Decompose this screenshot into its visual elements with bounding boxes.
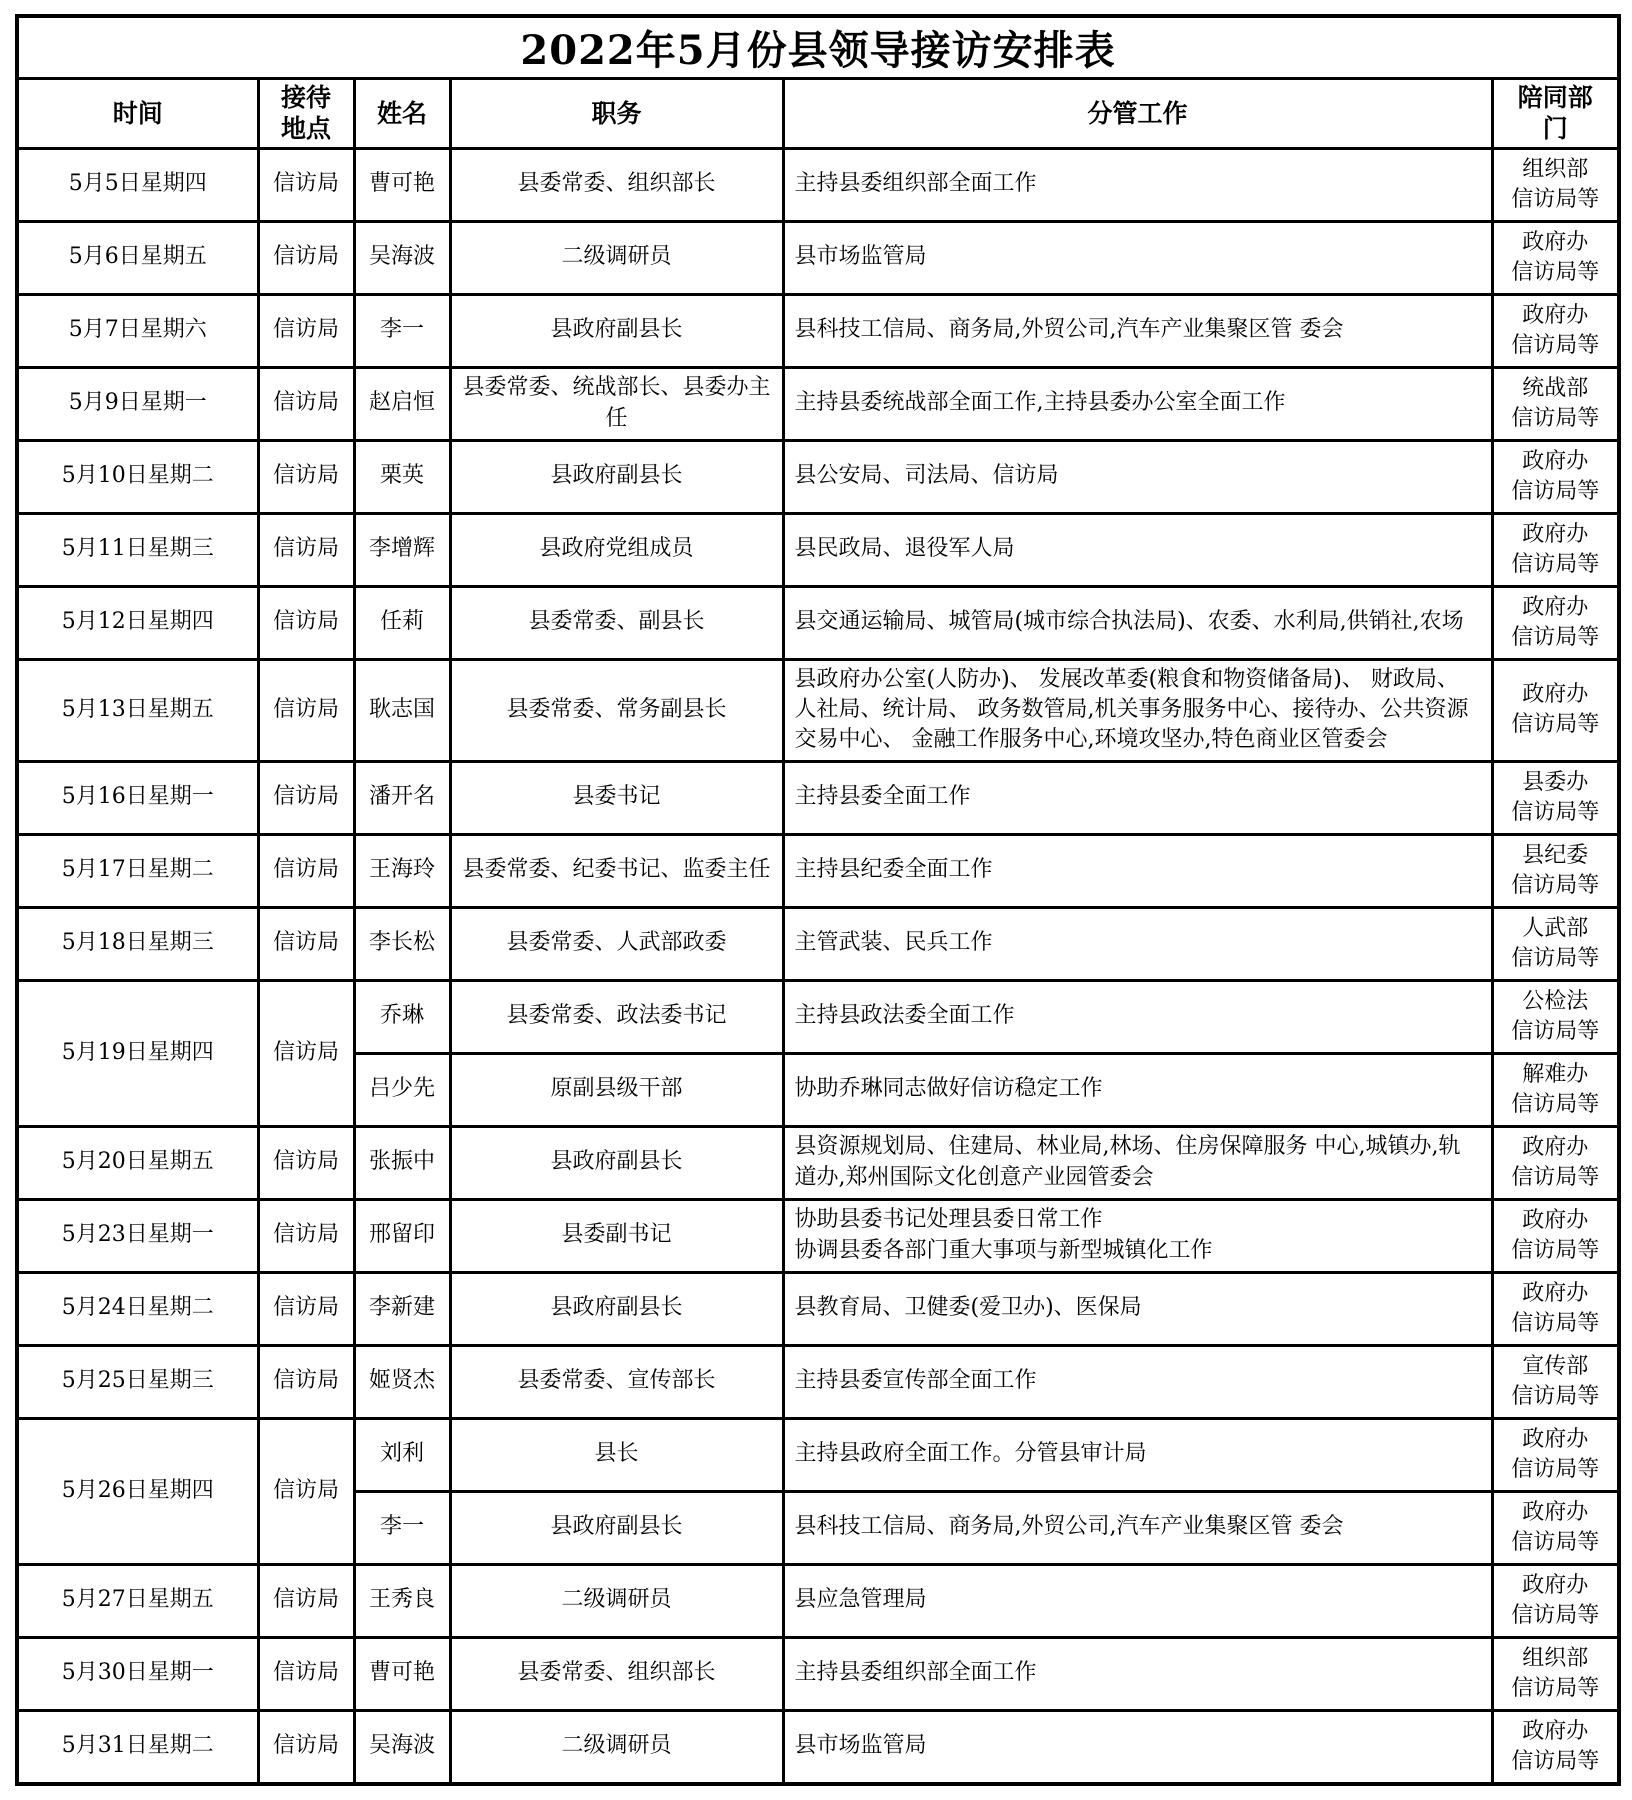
escort-cell-line: 信访局等 [1511, 478, 1600, 504]
duty-cell-line: 协助县委书记处理县委日常工作 [794, 1207, 1103, 1233]
duty-cell [783, 1710, 1492, 1784]
escort-cell [1492, 1710, 1619, 1784]
name-cell: 任莉 [354, 586, 450, 659]
escort-cell-line: 信访局等 [1511, 624, 1600, 650]
time-cell: 5月9日星期一 [17, 367, 258, 440]
duty-cell-line: 主持县委统战部全面工作,主持县委办公室全面工作 [794, 390, 1286, 416]
time-cell: 5月24日星期二 [17, 1272, 258, 1345]
duty-cell [783, 1199, 1492, 1272]
escort-cell-line: 政府办 [1522, 1426, 1589, 1452]
escort-cell-line: 解难办 [1522, 1061, 1589, 1087]
time-cell: 5月30日星期一 [17, 1637, 258, 1710]
place-cell: 信访局 [258, 294, 354, 367]
place-cell: 信访局 [258, 1199, 354, 1272]
duty-cell [783, 761, 1492, 834]
escort-cell-line: 信访局等 [1511, 1310, 1600, 1336]
escort-cell-line: 信访局等 [1511, 1237, 1600, 1263]
duty-cell [783, 513, 1492, 586]
time-cell: 5月6日星期五 [17, 221, 258, 294]
position-cell: 县委书记 [450, 761, 783, 834]
position-cell: 县政府副县长 [450, 1491, 783, 1564]
duty-cell [783, 1564, 1492, 1637]
escort-cell-line: 政府办 [1522, 594, 1589, 620]
duty-cell-line: 县公安局、司法局、信访局 [794, 463, 1059, 489]
escort-cell [1492, 1564, 1619, 1637]
escort-cell [1492, 440, 1619, 513]
table-title: 2022年5月份县领导接访安排表 [17, 16, 1619, 79]
escort-cell-line: 统战部 [1522, 375, 1589, 401]
escort-cell [1492, 1126, 1619, 1199]
place-cell: 信访局 [258, 440, 354, 513]
title-row [17, 16, 1619, 79]
escort-cell-line: 信访局等 [1511, 259, 1600, 285]
table-row [17, 1637, 1619, 1710]
duty-cell [783, 1272, 1492, 1345]
time-cell: 5月20日星期五 [17, 1126, 258, 1199]
col-header-place: 接待地点 [258, 79, 354, 149]
place-cell: 信访局 [258, 221, 354, 294]
escort-cell-line: 信访局等 [1511, 332, 1600, 358]
escort-cell [1492, 1345, 1619, 1418]
place-cell: 信访局 [258, 513, 354, 586]
place-cell: 信访局 [258, 834, 354, 907]
escort-cell-line: 公检法 [1522, 988, 1589, 1014]
position-cell: 县政府副县长 [450, 1126, 783, 1199]
name-cell: 吕少先 [354, 1053, 450, 1126]
escort-cell-line: 政府办 [1522, 521, 1589, 547]
schedule-body [17, 148, 1619, 1784]
escort-cell-line: 人武部 [1522, 915, 1589, 941]
escort-cell [1492, 294, 1619, 367]
table-row [17, 221, 1619, 294]
duty-cell-line: 县交通运输局、城管局(城市综合执法局)、农委、水利局,供销社,农场 [794, 609, 1464, 635]
escort-cell [1492, 980, 1619, 1053]
duty-cell-line: 县科技工信局、商务局,外贸公司,汽车产业集聚区管 委会 [794, 1514, 1344, 1540]
escort-cell-line: 信访局等 [1511, 551, 1600, 577]
duty-cell [783, 367, 1492, 440]
escort-cell [1492, 1272, 1619, 1345]
duty-cell-line: 主持县委组织部全面工作 [794, 171, 1037, 197]
position-cell: 县委常委、组织部长 [450, 148, 783, 221]
table-row [17, 1272, 1619, 1345]
place-cell: 信访局 [258, 1418, 354, 1564]
col-header-name: 姓名 [354, 79, 450, 149]
time-cell: 5月13日星期五 [17, 659, 258, 761]
escort-cell-line: 组织部 [1522, 156, 1589, 182]
header-row [17, 79, 1619, 149]
duty-cell [783, 907, 1492, 980]
escort-cell-line: 信访局等 [1511, 1018, 1600, 1044]
position-cell: 县委常委、纪委书记、监委主任 [450, 834, 783, 907]
duty-cell-line: 主管武装、民兵工作 [794, 930, 993, 956]
time-cell: 5月18日星期三 [17, 907, 258, 980]
time-cell: 5月27日星期五 [17, 1564, 258, 1637]
time-cell: 5月17日星期二 [17, 834, 258, 907]
escort-cell [1492, 1199, 1619, 1272]
place-cell: 信访局 [258, 1126, 354, 1199]
escort-cell-line: 信访局等 [1511, 1091, 1600, 1117]
table-row [17, 834, 1619, 907]
escort-cell-line: 信访局等 [1511, 186, 1600, 212]
escort-cell-line: 政府办 [1522, 1499, 1589, 1525]
escort-cell-line: 信访局等 [1511, 1675, 1600, 1701]
escort-cell-line: 政府办 [1522, 682, 1589, 708]
duty-cell [783, 440, 1492, 513]
escort-cell-line: 县委办 [1522, 769, 1589, 795]
time-cell: 5月23日星期一 [17, 1199, 258, 1272]
duty-cell-line: 县资源规划局、住建局、林业局,林场、住房保障服务 中心,城镇办,轨道办,郑州国际文化创意产业园管委会 [794, 1134, 1461, 1190]
table-row [17, 294, 1619, 367]
col-header-escort: 陪同部门 [1492, 79, 1619, 149]
place-cell: 信访局 [258, 1272, 354, 1345]
name-cell: 李一 [354, 1491, 450, 1564]
time-cell: 5月7日星期六 [17, 294, 258, 367]
escort-cell [1492, 907, 1619, 980]
duty-cell-line: 主持县政法委全面工作 [794, 1003, 1015, 1029]
table-row [17, 1126, 1619, 1199]
position-cell: 县委常委、常务副县长 [450, 659, 783, 761]
table-row [17, 761, 1619, 834]
escort-cell-line: 信访局等 [1511, 405, 1600, 431]
escort-cell-line: 信访局等 [1511, 1602, 1600, 1628]
escort-cell-line: 信访局等 [1511, 1164, 1600, 1190]
name-cell: 李增辉 [354, 513, 450, 586]
position-cell: 县委常委、政法委书记 [450, 980, 783, 1053]
name-cell: 李新建 [354, 1272, 450, 1345]
escort-cell-line: 信访局等 [1511, 945, 1600, 971]
duty-cell [783, 980, 1492, 1053]
escort-cell-line: 政府办 [1522, 302, 1589, 328]
time-cell: 5月10日星期二 [17, 440, 258, 513]
table-row [17, 367, 1619, 440]
escort-cell [1492, 1418, 1619, 1491]
table-row [17, 1199, 1619, 1272]
duty-cell [783, 221, 1492, 294]
table-row [17, 1418, 1619, 1491]
escort-cell [1492, 834, 1619, 907]
name-cell: 栗英 [354, 440, 450, 513]
escort-cell-line: 信访局等 [1511, 1383, 1600, 1409]
time-cell: 5月16日星期一 [17, 761, 258, 834]
name-cell: 姬贤杰 [354, 1345, 450, 1418]
escort-cell-line: 信访局等 [1511, 1748, 1600, 1774]
escort-cell-line: 政府办 [1522, 1134, 1589, 1160]
place-cell: 信访局 [258, 980, 354, 1126]
duty-cell [783, 1126, 1492, 1199]
duty-cell [783, 1053, 1492, 1126]
name-cell: 吴海波 [354, 221, 450, 294]
name-cell: 乔琳 [354, 980, 450, 1053]
escort-cell-line: 政府办 [1522, 448, 1589, 474]
duty-cell [783, 834, 1492, 907]
duty-cell-line: 主持县政府全面工作。分管县审计局 [794, 1441, 1147, 1467]
place-cell: 信访局 [258, 1637, 354, 1710]
table-row [17, 440, 1619, 513]
duty-cell-line: 协调县委各部门重大事项与新型城镇化工作 [794, 1237, 1213, 1263]
name-cell: 王海玲 [354, 834, 450, 907]
place-cell: 信访局 [258, 1345, 354, 1418]
name-cell: 李一 [354, 294, 450, 367]
place-cell: 信访局 [258, 148, 354, 221]
name-cell: 吴海波 [354, 1710, 450, 1784]
duty-cell-line: 协助乔琳同志做好信访稳定工作 [794, 1076, 1103, 1102]
position-cell: 县政府副县长 [450, 440, 783, 513]
escort-cell-line: 信访局等 [1511, 712, 1600, 738]
position-cell: 原副县级干部 [450, 1053, 783, 1126]
name-cell: 张振中 [354, 1126, 450, 1199]
name-cell: 潘开名 [354, 761, 450, 834]
col-header-position: 职务 [450, 79, 783, 149]
time-cell: 5月12日星期四 [17, 586, 258, 659]
escort-cell-line: 信访局等 [1511, 799, 1600, 825]
escort-cell [1492, 586, 1619, 659]
escort-cell-line: 县纪委 [1522, 842, 1589, 868]
escort-cell [1492, 221, 1619, 294]
position-cell: 县委常委、宣传部长 [450, 1345, 783, 1418]
duty-cell [783, 659, 1492, 761]
time-cell: 5月5日星期四 [17, 148, 258, 221]
name-cell: 曹可艳 [354, 1637, 450, 1710]
duty-cell [783, 294, 1492, 367]
place-cell: 信访局 [258, 907, 354, 980]
name-cell: 曹可艳 [354, 148, 450, 221]
escort-cell-line: 宣传部 [1522, 1353, 1589, 1379]
duty-cell [783, 1637, 1492, 1710]
position-cell: 县政府副县长 [450, 294, 783, 367]
name-cell: 耿志国 [354, 659, 450, 761]
duty-cell [783, 1345, 1492, 1418]
duty-cell-line: 县民政局、退役军人局 [794, 536, 1015, 562]
escort-cell [1492, 1637, 1619, 1710]
duty-cell-line: 主持县委组织部全面工作 [794, 1660, 1037, 1686]
escort-cell-line: 政府办 [1522, 229, 1589, 255]
place-cell: 信访局 [258, 761, 354, 834]
position-cell: 二级调研员 [450, 1564, 783, 1637]
table-row [17, 1564, 1619, 1637]
position-cell: 县委常委、人武部政委 [450, 907, 783, 980]
escort-cell-line: 政府办 [1522, 1280, 1589, 1306]
table-row [17, 980, 1619, 1053]
escort-cell [1492, 1491, 1619, 1564]
duty-cell-line: 县教育局、卫健委(爱卫办)、医保局 [794, 1295, 1142, 1321]
duty-cell [783, 1491, 1492, 1564]
time-cell: 5月11日星期三 [17, 513, 258, 586]
table-row [17, 1710, 1619, 1784]
escort-cell-line: 信访局等 [1511, 1456, 1600, 1482]
table-row [17, 1345, 1619, 1418]
position-cell: 县委常委、组织部长 [450, 1637, 783, 1710]
position-cell: 县政府副县长 [450, 1272, 783, 1345]
escort-cell-line: 信访局等 [1511, 872, 1600, 898]
col-header-duty: 分管工作 [783, 79, 1492, 149]
escort-cell-line: 政府办 [1522, 1572, 1589, 1598]
name-cell: 李长松 [354, 907, 450, 980]
position-cell: 县委常委、统战部长、县委办主任 [450, 367, 783, 440]
escort-cell [1492, 761, 1619, 834]
time-cell: 5月31日星期二 [17, 1710, 258, 1784]
time-cell: 5月26日星期四 [17, 1418, 258, 1564]
duty-cell-line: 县市场监管局 [794, 1733, 927, 1759]
escort-cell [1492, 148, 1619, 221]
time-cell: 5月25日星期三 [17, 1345, 258, 1418]
escort-cell-line: 政府办 [1522, 1207, 1589, 1233]
position-cell: 县政府党组成员 [450, 513, 783, 586]
duty-cell [783, 1418, 1492, 1491]
escort-cell [1492, 659, 1619, 761]
position-cell: 县委副书记 [450, 1199, 783, 1272]
place-cell: 信访局 [258, 1710, 354, 1784]
place-cell: 信访局 [258, 1564, 354, 1637]
name-cell: 赵启恒 [354, 367, 450, 440]
position-cell: 县长 [450, 1418, 783, 1491]
escort-cell [1492, 513, 1619, 586]
escort-cell [1492, 367, 1619, 440]
col-header-time: 时间 [17, 79, 258, 149]
duty-cell-line: 县科技工信局、商务局,外贸公司,汽车产业集聚区管 委会 [794, 317, 1344, 343]
duty-cell-line: 县市场监管局 [794, 244, 927, 270]
escort-cell [1492, 1053, 1619, 1126]
schedule-table [15, 14, 1621, 1786]
escort-cell-line: 政府办 [1522, 1718, 1589, 1744]
escort-cell-line: 信访局等 [1511, 1529, 1600, 1555]
place-cell: 信访局 [258, 367, 354, 440]
table-row [17, 513, 1619, 586]
duty-cell [783, 148, 1492, 221]
escort-cell-line: 组织部 [1522, 1645, 1589, 1671]
place-cell: 信访局 [258, 586, 354, 659]
table-row [17, 659, 1619, 761]
duty-cell [783, 586, 1492, 659]
place-cell: 信访局 [258, 659, 354, 761]
table-row [17, 148, 1619, 221]
time-cell: 5月19日星期四 [17, 980, 258, 1126]
table-row [17, 586, 1619, 659]
name-cell: 邢留印 [354, 1199, 450, 1272]
table-row [17, 907, 1619, 980]
name-cell: 王秀良 [354, 1564, 450, 1637]
duty-cell-line: 县应急管理局 [794, 1587, 927, 1613]
name-cell: 刘利 [354, 1418, 450, 1491]
position-cell: 二级调研员 [450, 221, 783, 294]
position-cell: 二级调研员 [450, 1710, 783, 1784]
duty-cell-line: 县政府办公室(人防办)、 发展改革委(粮食和物资储备局)、 财政局、人社局、统计局、 政务数管局,机关事务服务中心、接待办、公共资源交易中心、 金融工作服务中心,环境攻坚办,特色商业区管委会 [794, 666, 1469, 753]
position-cell: 县委常委、副县长 [450, 586, 783, 659]
duty-cell-line: 主持县纪委全面工作 [794, 857, 993, 883]
duty-cell-line: 主持县委宣传部全面工作 [794, 1368, 1037, 1394]
duty-cell-line: 主持县委全面工作 [794, 784, 971, 810]
